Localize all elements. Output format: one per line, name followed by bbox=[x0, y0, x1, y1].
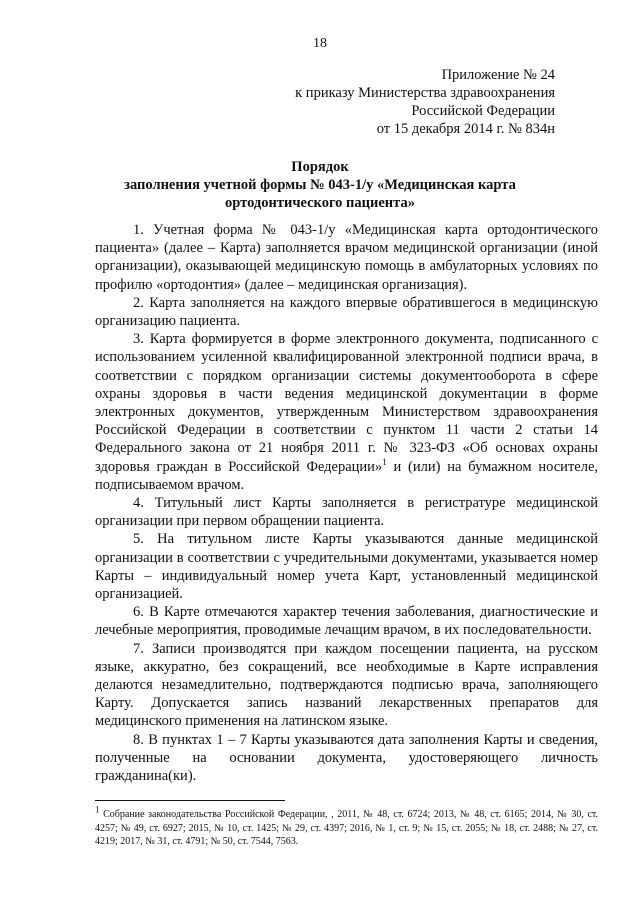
paragraph-4: 4. Титульный лист Карты заполняется в регистратуре медицинской организации при первом обращении пациента. bbox=[95, 495, 598, 530]
page-number: 18 bbox=[313, 36, 327, 51]
footnote-reference: 1 bbox=[382, 456, 387, 467]
footnote-text: Собрание законодательства Российской Федерации, , 2011, № 48, ст. 6724; 2013, № 48, ст. 6165; 2014, № 30, ст. 4257; № 49, ст. 6927; 2015, № 10, ст. 1425; № 29, ст. 4397; 2016, № 1, ст. 9; № 15, ст. 2055; № 18, ст. 2488; № 27, ст. 4219; 2017, № 31, ст. 4791; № 50, ст. 7544, 7563. bbox=[95, 809, 598, 847]
title-line-1: Порядок bbox=[291, 159, 349, 175]
paragraph-1: 1. Учетная форма № 043-1/у «Медицинская карта ортодонтического пациента» (далее – Карта) заполняется врачом медицинской организации (иной организации), оказывающей медицинскую помощь в амбулаторных условиях по профилю «ортодонтия» (далее – медицинская организация). bbox=[95, 222, 598, 293]
paragraph-3-text: 3. Карта формируется в форме электронного документа, подписанного с использованием усиленной квалифицированной электронной подписи врача, в соответствии с порядком организации системы документооборота в сфере охраны здоровья в части ведения медицинской документации в форме электронных документов, утвержденным Министерством здравоохранения Российской Федерации в соответствии с пунктом 11 части 2 статьи 14 Федерального закона от 21 ноября 2011 г. № 323-ФЗ «Об основах охраны здоровья граждан в Российской Федерации» bbox=[95, 331, 598, 475]
paragraph-7: 7. Записи производятся при каждом посещении пациента, на русском языке, аккуратно, без сокращений, все необходимые в Карте исправления делаются незамедлительно, подтверждаются подписью врача, заполняющего Карту. Допускается запись названий лекарственных препаратов для медицинского применения на латинском языке. bbox=[95, 640, 598, 730]
appendix-header bbox=[295, 66, 555, 138]
paragraph-6: 6. В Карте отмечаются характер течения заболевания, диагностические и лечебные мероприятия, проводимые лечащим врачом, в их последовательности. bbox=[95, 604, 598, 639]
paragraph-8: 8. В пунктах 1 – 7 Карты указываются дата заполнения Карты и сведения, полученные на основании документа, удостоверяющего личность гражданина(ки). bbox=[95, 731, 598, 785]
document-title bbox=[0, 158, 640, 212]
footnote-mark: 1 bbox=[95, 804, 100, 815]
footnote-divider bbox=[95, 800, 285, 801]
title-line-2: заполнения учетной формы № 043-1/у «Медицинская карта bbox=[124, 177, 516, 193]
paragraph-3-text-end: и (или) на бумажном носителе, подписываемом врачом. bbox=[95, 458, 599, 493]
appendix-order-date: от 15 декабря 2014 г. № 834н bbox=[376, 121, 555, 137]
document-body bbox=[95, 221, 598, 785]
appendix-country: Российской Федерации bbox=[411, 103, 555, 119]
paragraph-5: 5. На титульном листе Карты указываются данные медицинской организации в соответствии с учредительными документами, указывается номер Карты – индивидуальный номер учета Карт, установленный медицинской организацией. bbox=[95, 531, 598, 603]
footnote bbox=[95, 804, 598, 849]
title-line-3: ортодонтического пациента» bbox=[225, 195, 415, 211]
paragraph-3 bbox=[95, 330, 598, 494]
appendix-order-ref: к приказу Министерства здравоохранения bbox=[295, 85, 555, 101]
appendix-number: Приложение № 24 bbox=[441, 67, 555, 83]
paragraph-2: 2. Карта заполняется на каждого впервые обратившегося в медицинскую организацию пациента. bbox=[95, 294, 598, 330]
